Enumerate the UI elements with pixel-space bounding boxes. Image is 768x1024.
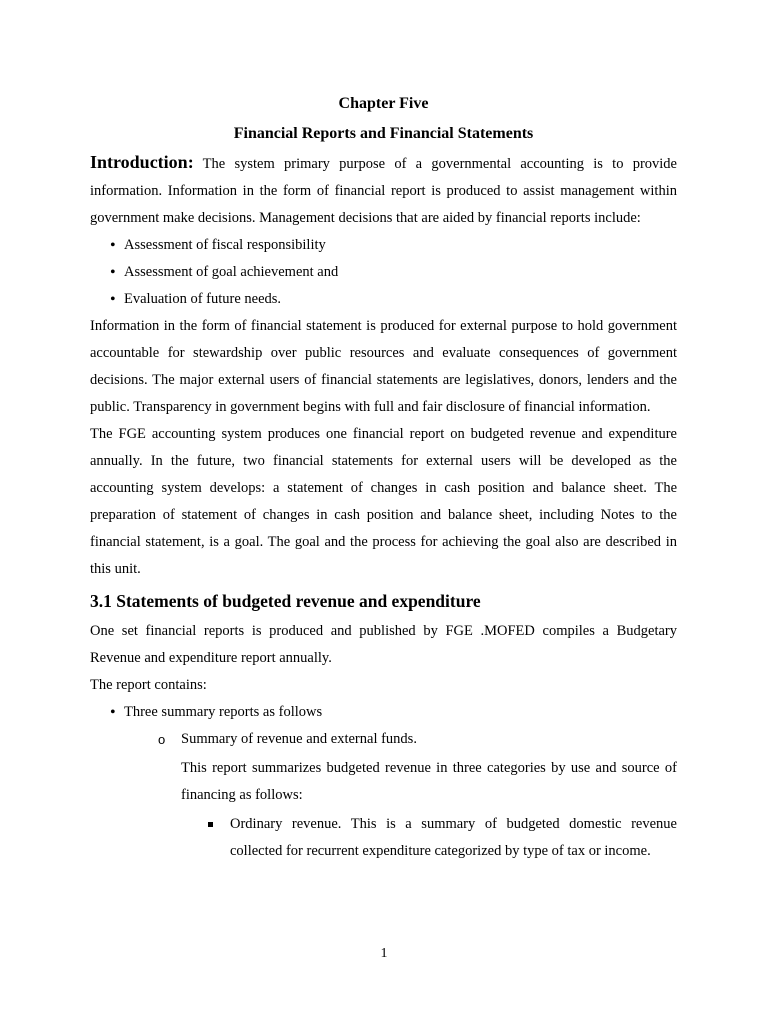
intro-paragraph bbox=[90, 149, 677, 232]
sub-list-item: o Summary of revenue and external funds. bbox=[90, 726, 677, 753]
report-contents-list bbox=[90, 699, 677, 753]
list-item: • Assessment of goal achievement and bbox=[90, 259, 677, 286]
report-contains-label: The report contains: bbox=[90, 677, 207, 693]
section-paragraph: One set financial reports is produced and published by FGE .MOFED compiles a Budgetary Revenue and expenditure report annually. bbox=[90, 623, 677, 666]
section-heading: 3.1 Statements of budgeted revenue and expenditure bbox=[90, 591, 481, 611]
decision-list bbox=[90, 232, 677, 313]
chapter-title: Chapter Five bbox=[338, 95, 429, 112]
fge-system-paragraph: The FGE accounting system produces one financial report on budgeted revenue and expenditure annually. In the future, two financial statements for external users will be developed as the accounting system develops: a statement of changes in cash position and balance sheet. The preparation of statement of changes in cash position and balance sheet, including Notes to the financial statement, is a goal. The goal and the process for achieving the goal also are described in this unit. bbox=[90, 426, 677, 577]
intro-label: Introduction: bbox=[90, 152, 194, 172]
intro-text: The system primary purpose of a governmental accounting is to provide information. Information in the form of financial report is produced to assist management within government make decisions. Management decisions that are aided by financial reports include: bbox=[90, 156, 677, 226]
page-number: 1 bbox=[380, 946, 388, 961]
page-title: Financial Reports and Financial Statements bbox=[233, 125, 534, 142]
summary-description: This report summarizes budgeted revenue in three categories by use and source of financing as follows: bbox=[181, 760, 677, 803]
list-item: • Assessment of fiscal responsibility bbox=[90, 232, 677, 259]
revenue-categories-list bbox=[90, 811, 677, 865]
sub-sub-list-item: Ordinary revenue. This is a summary of budgeted domestic revenue collected for recurrent expenditure categorized by type of tax or income. bbox=[90, 811, 677, 865]
document-page bbox=[90, 90, 677, 865]
list-item: • Evaluation of future needs. bbox=[90, 286, 677, 313]
list-item: • Three summary reports as follows bbox=[90, 699, 677, 726]
financial-statement-paragraph: Information in the form of financial statement is produced for external purpose to hold government accountable for stewardship over public resources and evaluate consequences of government decisions. The major external users of financial statements are legislatives, donors, lenders and the public. Transparency in government begins with full and fair disclosure of financial information. bbox=[90, 318, 677, 415]
